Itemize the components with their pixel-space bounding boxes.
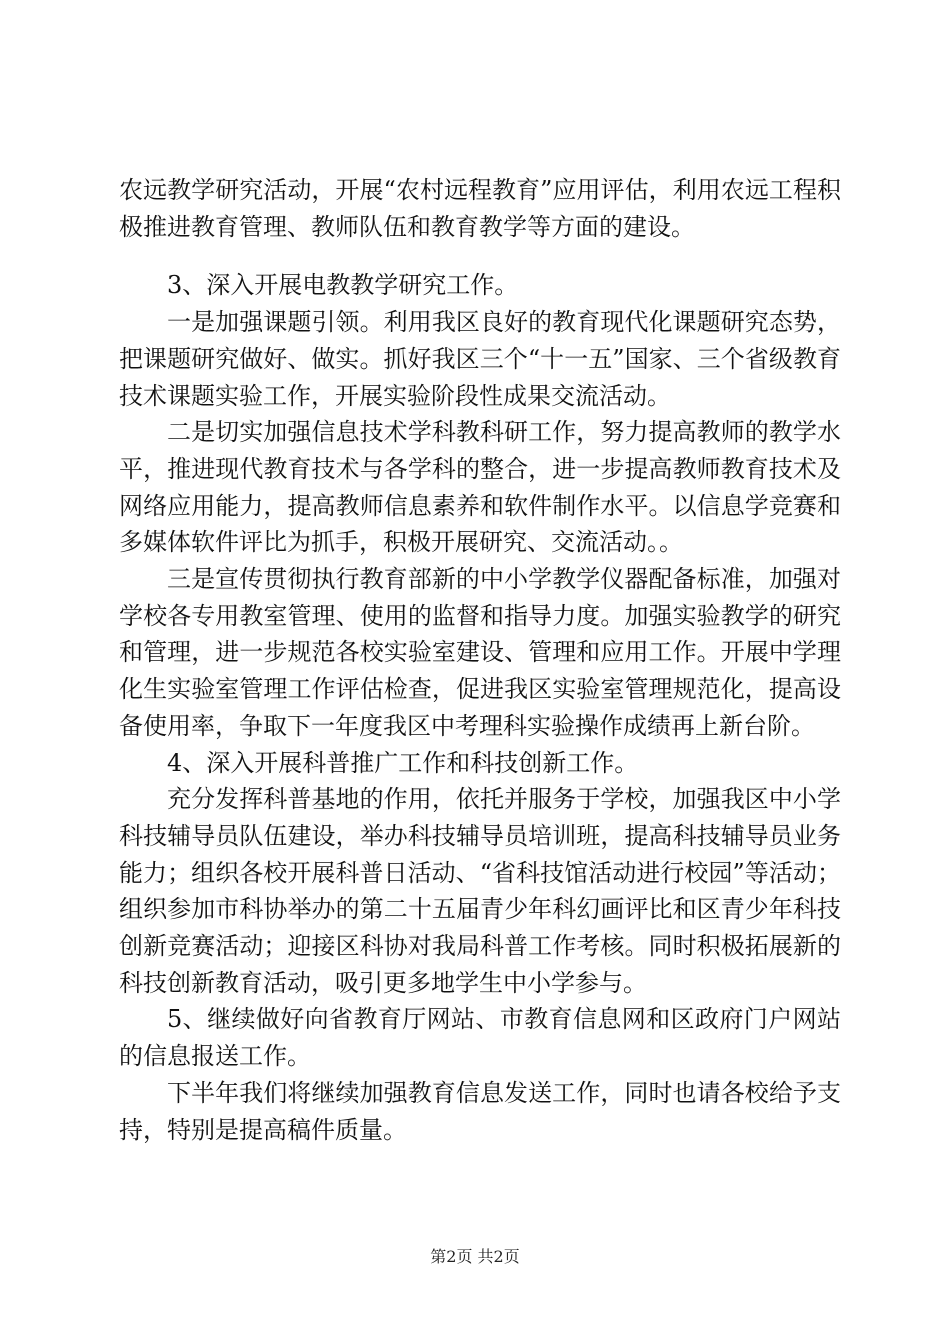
section-heading-5: 5、继续做好向省教育厅网站、市教育信息网和区政府门户网站的信息报送工作。 — [119, 1005, 841, 1071]
page-footer: 第2页 共2页 — [430, 1247, 520, 1266]
section-heading-3: 3、深入开展电教教学研究工作。 — [167, 271, 519, 300]
document-body — [119, 172, 841, 1148]
paragraph-lab-standards: 三是宣传贯彻执行教育部新的中小学教学仪器配备标准，加强对学校各专用教室管理、使用的监督和指导力度。加强实验教学的研究和管理，进一步规范各校实验室建设、管理和应用工作。开展中学理化生实验室管理工作评估检查，促进我区实验室管理规范化，提高设备使用率，争取下一年度我区中考理科实验操作成绩再上新台阶。 — [119, 565, 841, 740]
paragraph-science-popularization: 充分发挥科普基地的作用，依托并服务于学校，加强我区中小学科技辅导员队伍建设，举办科技辅导员培训班，提高科技辅导员业务能力；组织各校开展科普日活动、“省科技馆活动进行校园”等活动；组织参加市科协举办的第二十五届青少年科幻画评比和区青少年科技创新竞赛活动；迎接区科协对我局科普工作考核。同时积极拓展新的科技创新教育活动，吸引更多地学生中小学参与。 — [119, 785, 841, 997]
continued-paragraph: 农远教学研究活动，开展“农村远程教育”应用评估，利用农远工程积极推进教育管理、教师队伍和教育教学等方面的建设。 — [119, 176, 841, 241]
paragraph-it-teaching: 二是切实加强信息技术学科教科研工作，努力提高教师的教学水平，推进现代教育技术与各学科的整合，进一步提高教师教育技术及网络应用能力，提高教师信息素养和软件制作水平。以信息学竞赛和多媒体软件评比为抓手，积极开展研究、交流活动。。 — [119, 418, 841, 557]
paragraph-topic-research: 一是加强课题引领。利用我区良好的教育现代化课题研究态势，把课题研究做好、做实。抓好我区三个“十一五”国家、三个省级教育技术课题实验工作，开展实验阶段性成果交流活动。 — [119, 308, 841, 410]
section-heading-4: 4、深入开展科普推广工作和科技创新工作。 — [167, 748, 639, 777]
paragraph-closing: 下半年我们将继续加强教育信息发送工作，同时也请各校给予支持，特别是提高稿件质量。 — [119, 1078, 841, 1144]
